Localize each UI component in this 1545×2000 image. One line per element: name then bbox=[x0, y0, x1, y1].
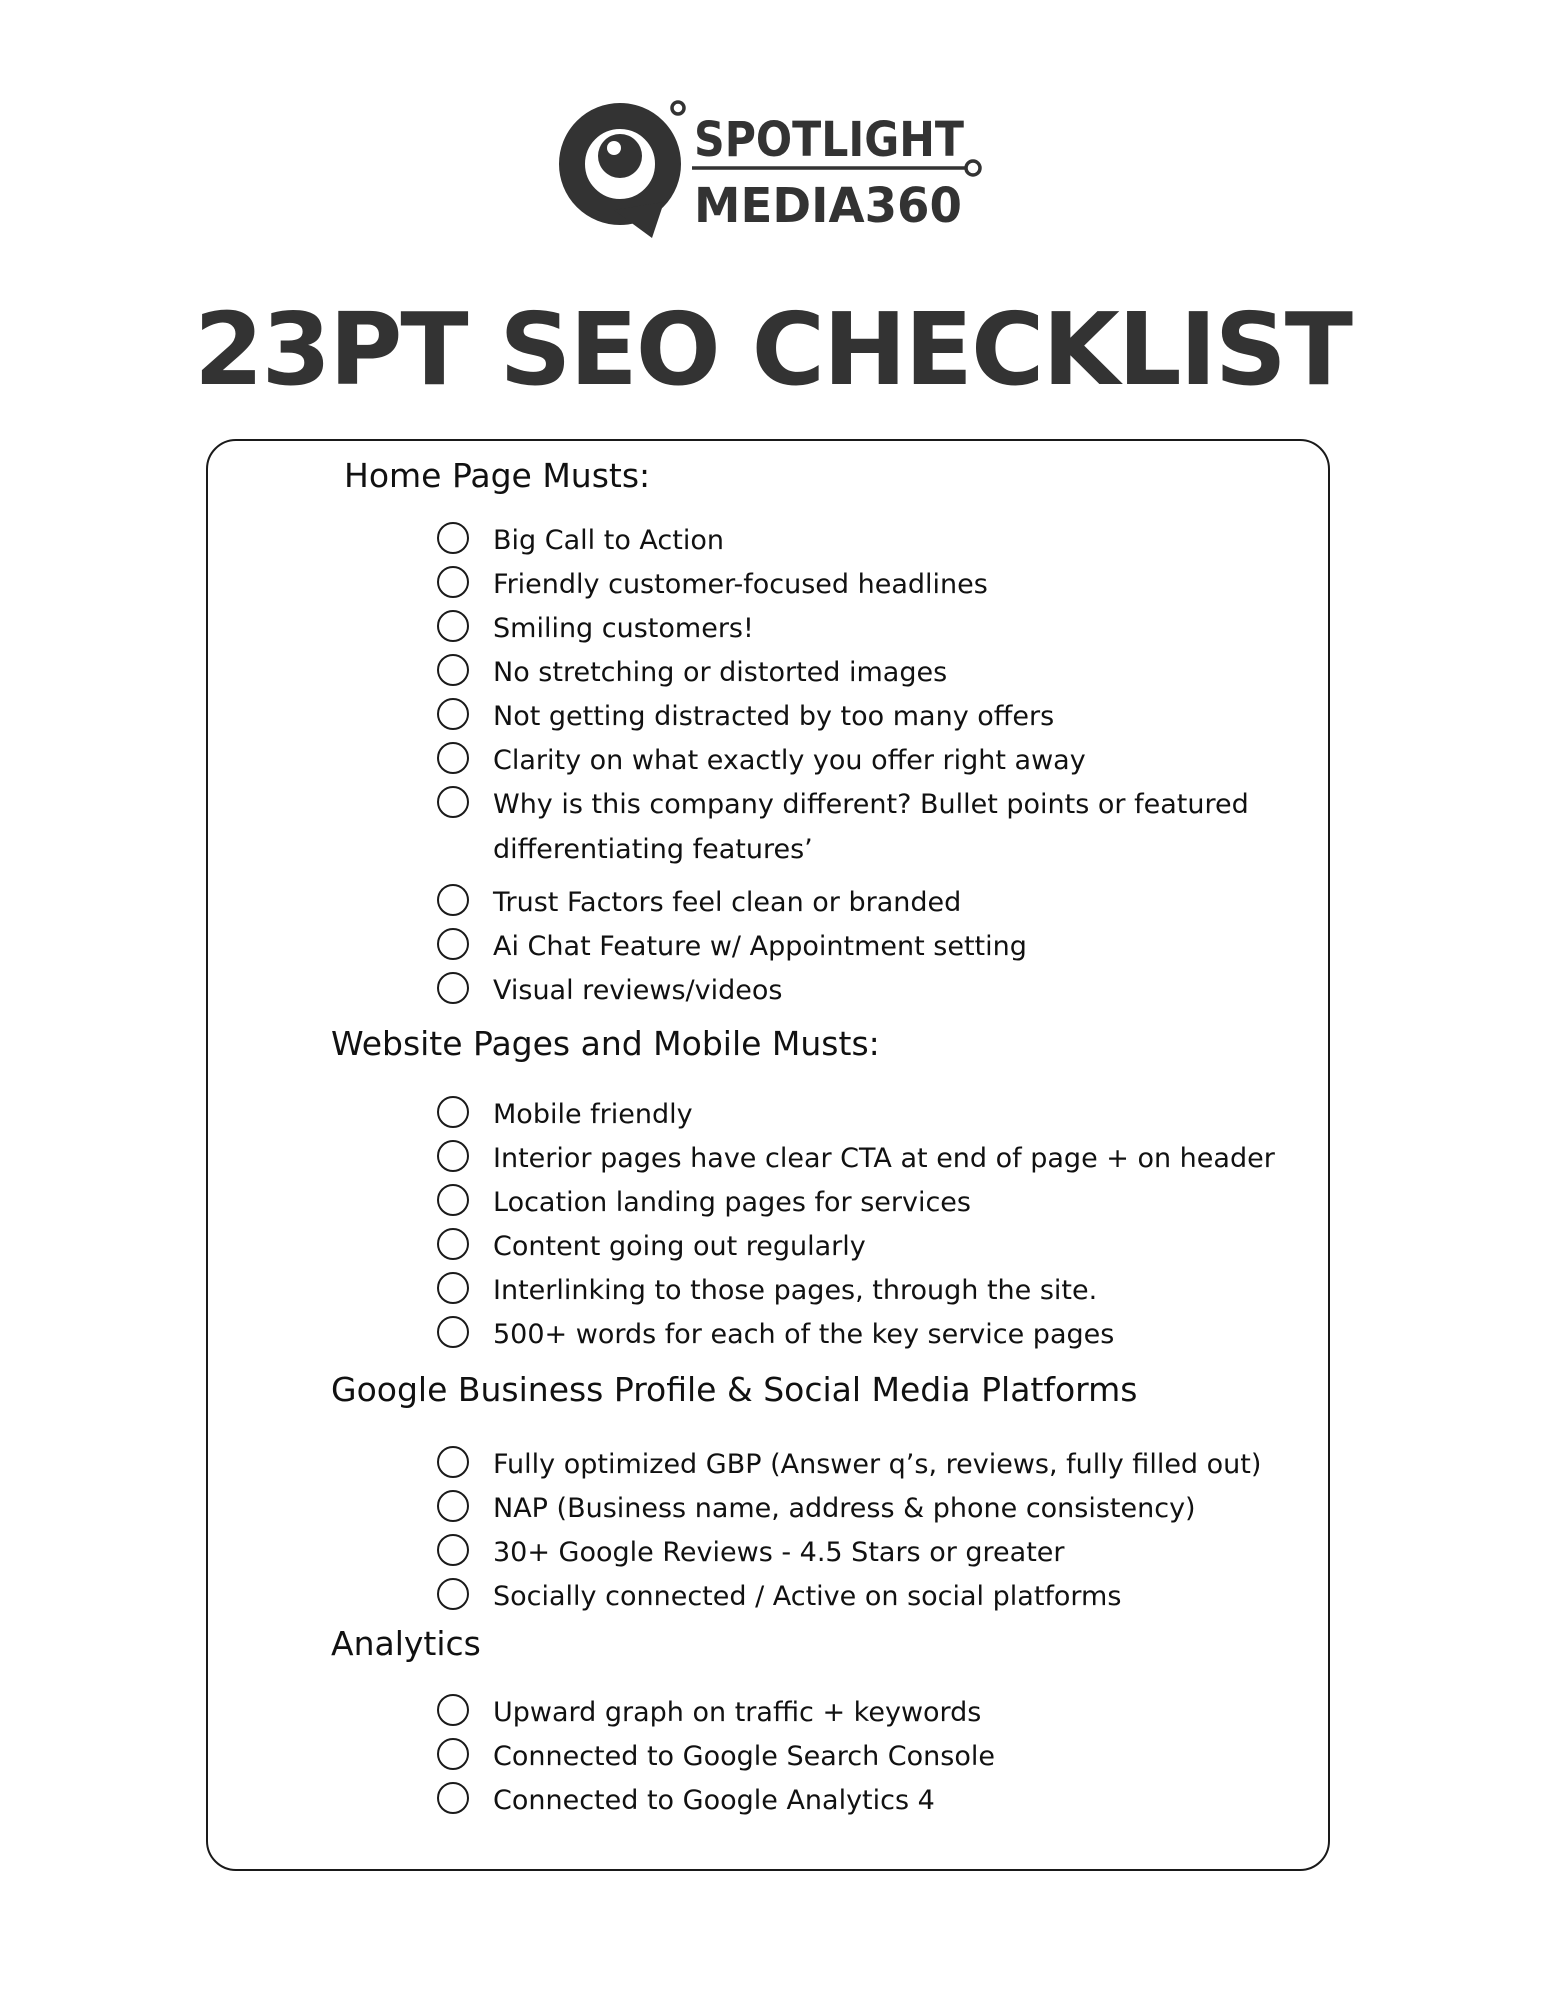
checkbox-circle[interactable] bbox=[437, 972, 469, 1004]
checklist-item-label: 30+ Google Reviews - 4.5 Stars or greater bbox=[493, 1537, 1065, 1568]
checkbox-circle[interactable] bbox=[437, 1738, 469, 1770]
logo-line2: MEDIA360 bbox=[694, 178, 962, 234]
checkbox-circle[interactable] bbox=[437, 566, 469, 598]
checklist-item-label: Big Call to Action bbox=[493, 525, 724, 556]
checkbox-circle[interactable] bbox=[437, 1272, 469, 1304]
checklist-item-label: Visual reviews/videos bbox=[493, 975, 783, 1006]
checkbox-circle[interactable] bbox=[437, 698, 469, 730]
checklist-item-label: Friendly customer-focused headlines bbox=[493, 569, 988, 600]
checklist-item-label: Clarity on what exactly you offer right away bbox=[493, 745, 1086, 776]
checkbox-circle[interactable] bbox=[437, 1140, 469, 1172]
checklist-item-label: Connected to Google Analytics 4 bbox=[493, 1785, 935, 1816]
checkbox-circle[interactable] bbox=[437, 928, 469, 960]
page-title: 23PT SEO CHECKLIST bbox=[193, 291, 1352, 408]
checkbox-circle[interactable] bbox=[437, 1782, 469, 1814]
section-heading-analytics: Analytics bbox=[331, 1624, 481, 1663]
spotlight-lens-icon bbox=[552, 98, 992, 240]
checkbox-circle[interactable] bbox=[437, 1184, 469, 1216]
checkbox-circle[interactable] bbox=[437, 786, 469, 818]
checklist-item-label: Fully optimized GBP (Answer q’s, reviews, fully filled out) bbox=[493, 1449, 1262, 1480]
checkbox-circle[interactable] bbox=[437, 522, 469, 554]
checklist-item-label: Interlinking to those pages, through the site. bbox=[493, 1275, 1098, 1306]
brand-logo bbox=[552, 98, 992, 240]
checklist-item-label: Ai Chat Feature w/ Appointment setting bbox=[493, 931, 1027, 962]
checkbox-circle[interactable] bbox=[437, 1490, 469, 1522]
checklist-item-label: Smiling customers! bbox=[493, 613, 754, 644]
checkbox-circle[interactable] bbox=[437, 1316, 469, 1348]
checkbox-circle[interactable] bbox=[437, 884, 469, 916]
checkbox-circle[interactable] bbox=[437, 1096, 469, 1128]
checkbox-circle[interactable] bbox=[437, 654, 469, 686]
section-heading-google-business-profile: Google Business Profile & Social Media Platforms bbox=[331, 1370, 1138, 1409]
checkbox-circle[interactable] bbox=[437, 1446, 469, 1478]
checklist-item-label: Why is this company different? Bullet points or featured differentiating features’ bbox=[493, 789, 1249, 865]
checklist-item-label: Content going out regularly bbox=[493, 1231, 866, 1262]
checkbox-circle[interactable] bbox=[437, 1694, 469, 1726]
checkbox-circle[interactable] bbox=[437, 742, 469, 774]
checklist-item-label: 500+ words for each of the key service pages bbox=[493, 1319, 1115, 1350]
checklist-item-label: Mobile friendly bbox=[493, 1099, 693, 1130]
checklist-item-label: NAP (Business name, address & phone consistency) bbox=[493, 1493, 1196, 1524]
section-heading-website-pages: Website Pages and Mobile Musts: bbox=[331, 1024, 880, 1063]
checklist-item-label: Upward graph on traffic + keywords bbox=[493, 1697, 982, 1728]
checklist-item-label: Location landing pages for services bbox=[493, 1187, 971, 1218]
checklist-item-label: No stretching or distorted images bbox=[493, 657, 948, 688]
checklist-item-label: Interior pages have clear CTA at end of page + on header bbox=[493, 1143, 1275, 1174]
checklist-item-label: Trust Factors feel clean or branded bbox=[493, 887, 962, 918]
section-heading-home-page: Home Page Musts: bbox=[344, 456, 651, 495]
checkbox-circle[interactable] bbox=[437, 610, 469, 642]
checkbox-circle[interactable] bbox=[437, 1228, 469, 1260]
checklist-item-label: Connected to Google Search Console bbox=[493, 1741, 995, 1772]
checkbox-circle[interactable] bbox=[437, 1578, 469, 1610]
checklist-item-label: Socially connected / Active on social platforms bbox=[493, 1581, 1122, 1612]
checkbox-circle[interactable] bbox=[437, 1534, 469, 1566]
checklist-item-label: Not getting distracted by too many offers bbox=[493, 701, 1055, 732]
logo-line1: SPOTLIGHT bbox=[694, 112, 965, 168]
